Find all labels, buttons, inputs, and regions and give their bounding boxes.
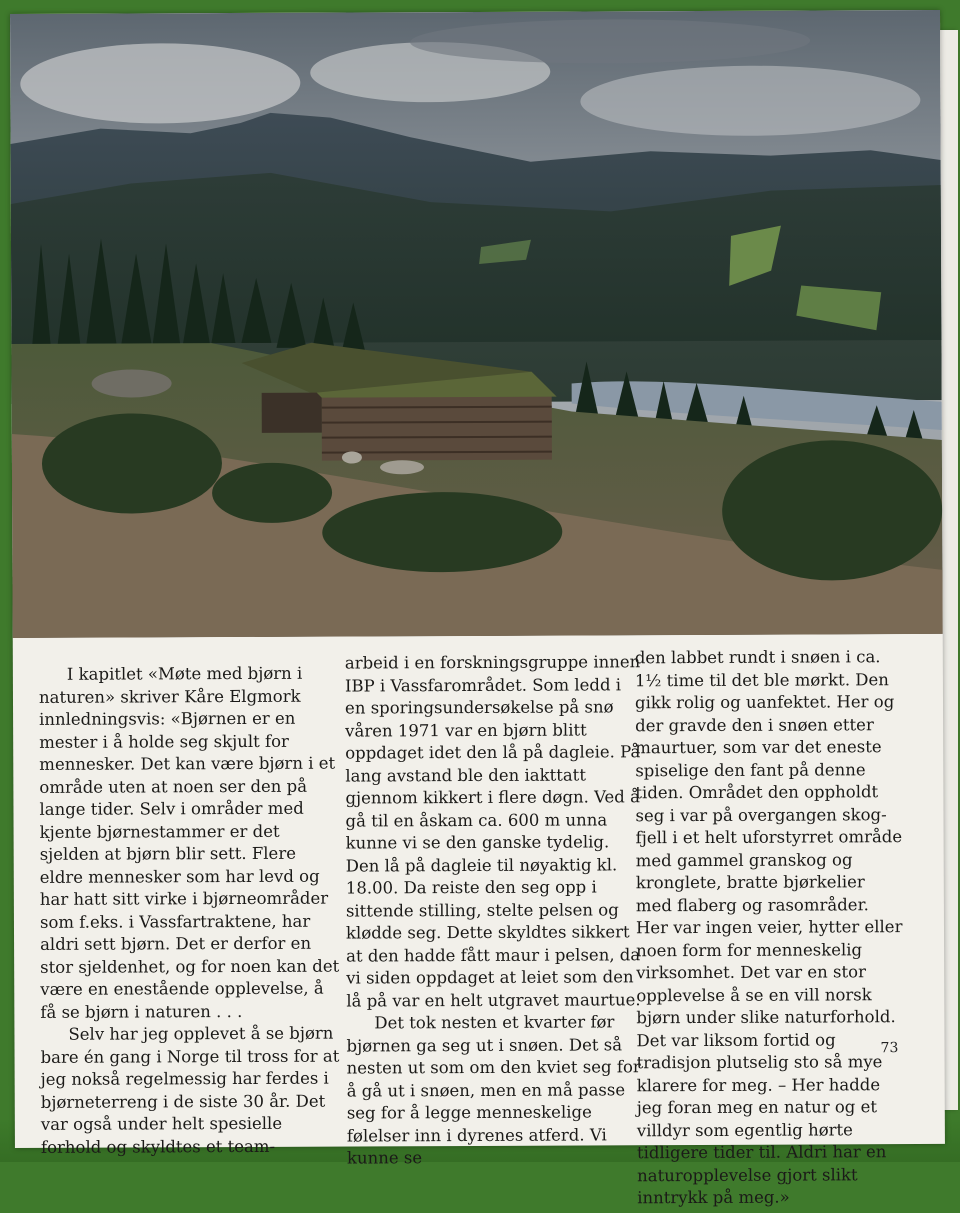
paragraph: Det tok nesten et kvarter før bjørnen ga seg ut i snøen. Det så nesten ut som om den kviet seg for å gå ut i snøen, men en må passe seg for å legge menneskelige følelser inn i dyrenes atferd. Vi kunne se: [346, 1012, 641, 1168]
paragraph: Selv har jeg opplevet å se bjørn bare én gang i Norge til tross for at jeg nokså regelmessig har ferdes i bjørneterreng i de siste 30 år. Det var også under helt spesielle forhold og skyldtes et team-: [40, 1023, 340, 1157]
text-column-3: [635, 646, 905, 1210]
paragraph: arbeid i en forskningsgruppe innen IBP i Vassfarområdet. Som ledd i en sporingsundersøkelse på snø våren 1971 var en bjørn blitt oppdaget idet den lå på dagleie. På lang avstand ble den iakttatt gjennom kikkert i flere døgn. Ved å gå til en åskam ca. 600 m unna kunne vi se den ganske tydelig. Den lå på dagleie til nøyaktig kl. 18.00. Da reiste den seg opp i sittende stilling, stelte pelsen og klødde seg. Dette skyldtes sikkert at den hadde fått maur i pelsen, da vi siden oppdaget at leiet som den lå på var en helt utgravet maurtue.: [344, 652, 641, 1011]
paragraph: den labbet rundt i snøen i ca. 1½ time til det ble mørkt. Den gikk rolig og uanfektet. Her og der gravde den i snøen etter maurtuer, som var det eneste spiselige den fant på denne tiden. Området den oppholdt seg i var på overgangen skog-fjell i et helt uforstyrret område med gammel granskog og kronglete, bratte bjørkelier med flaberg og rasområder. Her var ingen veier, hytter eller noen form for menneskelig virksomhet. Det var en stor opplevelse å se en vill norsk bjørn under slike naturforhold. Det var liksom fortid og tradisjon plutselig sto så mye klarere for meg. – Her hadde jeg foran meg en natur og et villdyr som egentlig hørte tidligere tider til. Aldri har en naturopplevelse gjort slikt inntrykk på meg.»: [634, 647, 903, 1208]
book-page: [10, 10, 945, 1208]
text-column-2: [345, 651, 647, 1170]
text-column-1: [39, 663, 341, 1159]
page-number: 73: [880, 1040, 899, 1057]
mountain-landscape-photo: [10, 10, 943, 638]
paragraph: I kapitlet «Møte med bjørn i naturen» skriver Kåre Elgmork innledningsvis: «Bjørnen er en mester i å holde seg skjult for mennesker. Det kan være bjørn i et område uten at noen ser den på lange tider. Selv i områder med kjente bjørnestammer er det sjelden at bjørn blir sett. Flere eldre mennesker som har levd og har hatt sitt virke i bjørneområder som f.eks. i Vassfartraktene, har aldri sett bjørn. Det er derfor en stor sjeldenhet, og for noen kan det være en enestående opplevelse, å få se bjørn i naturen . . .: [38, 663, 340, 1022]
article-text: [35, 646, 917, 1208]
